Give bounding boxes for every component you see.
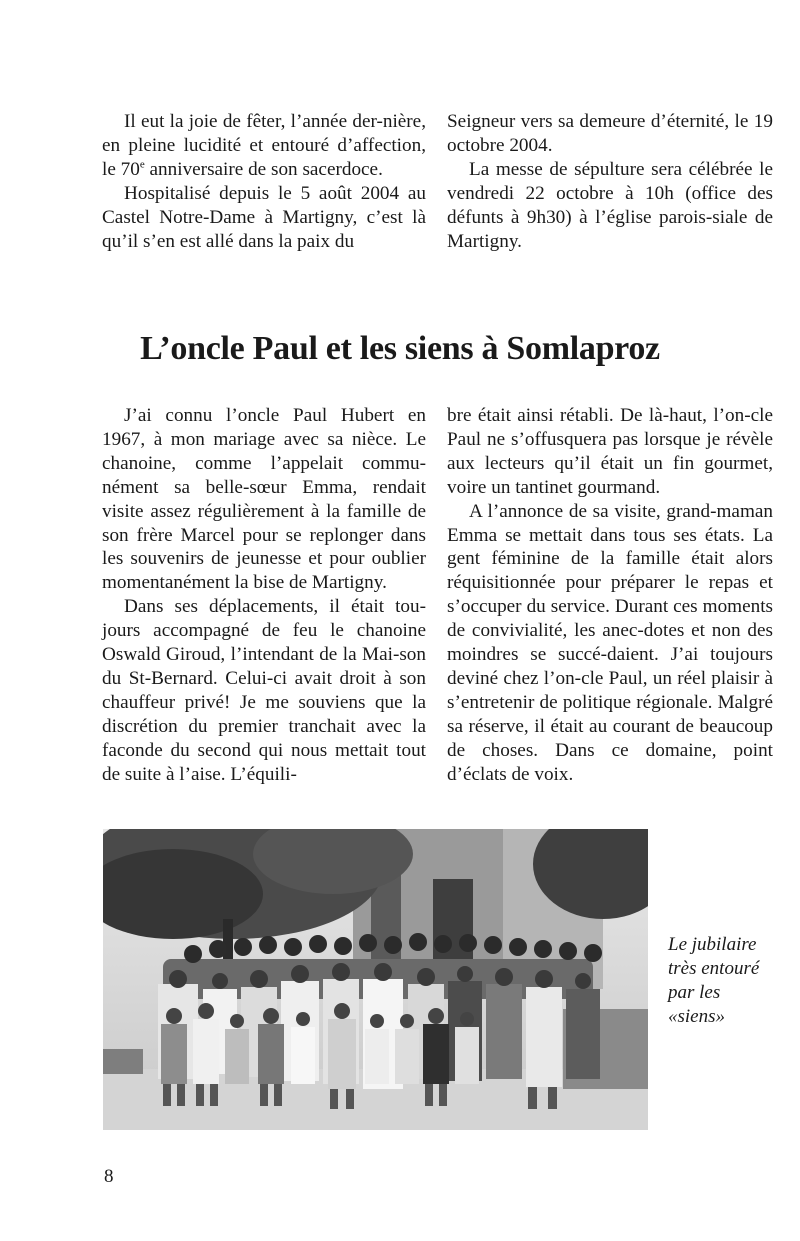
- article-paragraph: A l’annonce de sa visite, grand-maman Emma se mettait dans tous ses états. La gent féminine de la famille était alors réquisitionnée pour préparer le repas et s’occuper du service. Durant ces moments de convivialité, les anec-dotes et non des moindres se succé-daient. J’ai toujours deviné chez l’on-cle Paul, un réel plaisir à s’entretenir de politique régionale. Malgré sa réserve, il était au courant de beaucoup de choses. Dans ce domaine, point d’éclats de voix.: [447, 500, 773, 785]
- intro-right-column: [447, 110, 773, 253]
- article-paragraph: bre était ainsi rétabli. De là-haut, l’on-cle Paul ne s’offusquera pas lorsque je révèle aux lecteurs qu’il était un fin gourmet, voire un tantinet gourmand.: [447, 405, 773, 498]
- caption-line: très entouré: [668, 958, 760, 979]
- article-title: L’oncle Paul et les siens à Somlaproz: [140, 330, 660, 367]
- page-number: 8: [104, 1166, 114, 1187]
- superscript: e: [139, 158, 145, 171]
- caption-line: par les: [668, 982, 721, 1003]
- intro-paragraph: Seigneur vers sa demeure d’éternité, le 19 octobre 2004.: [447, 111, 773, 156]
- group-photo: [103, 829, 648, 1130]
- article-left-column: [102, 404, 426, 787]
- article-paragraph: Dans ses déplacements, il était tou-jours accompagné de feu le chanoine Oswald Giroud, l’intendant de la Mai-son du St-Bernard. Celui-ci avait droit à son chauffeur privé! Je me souviens que la discrétion du premier tranchait avec la faconde du second qui nous mettait tout de suite à l’aise. L’équili-: [102, 596, 426, 785]
- intro-paragraph: [102, 110, 426, 182]
- intro-text: Il eut la joie de fêter, l’année der-nière, en pleine lucidité et entouré d’affection, le 70: [102, 111, 426, 180]
- article-paragraph: J’ai connu l’oncle Paul Hubert en 1967, à mon mariage avec sa nièce. Le chanoine, comme l’appelait commu-nément sa belle-sœur Emma, rendait visite assez régulièrement à la famille de son frère Marcel pour se replonger dans les souvenirs de jeunesse et pour oublier momentanément la bise de Martigny.: [102, 405, 426, 594]
- caption-line: Le jubilaire: [668, 934, 757, 955]
- article-right-column: [447, 404, 773, 787]
- intro-left-column: [102, 110, 426, 253]
- intro-paragraph: La messe de sépulture sera célébrée le vendredi 22 octobre à 10h (office des défunts à 9h30) à l’église parois-siale de Martigny.: [447, 158, 773, 252]
- intro-text: anniversaire de son sacerdoce.: [144, 158, 383, 180]
- caption-line: «siens»: [668, 1006, 725, 1027]
- group-photo-image: [103, 829, 648, 1130]
- intro-paragraph: Hospitalisé depuis le 5 août 2004 au Castel Notre-Dame à Martigny, c’est là qu’il s’en est allé dans la paix du: [102, 182, 426, 252]
- photo-caption: [668, 933, 788, 1029]
